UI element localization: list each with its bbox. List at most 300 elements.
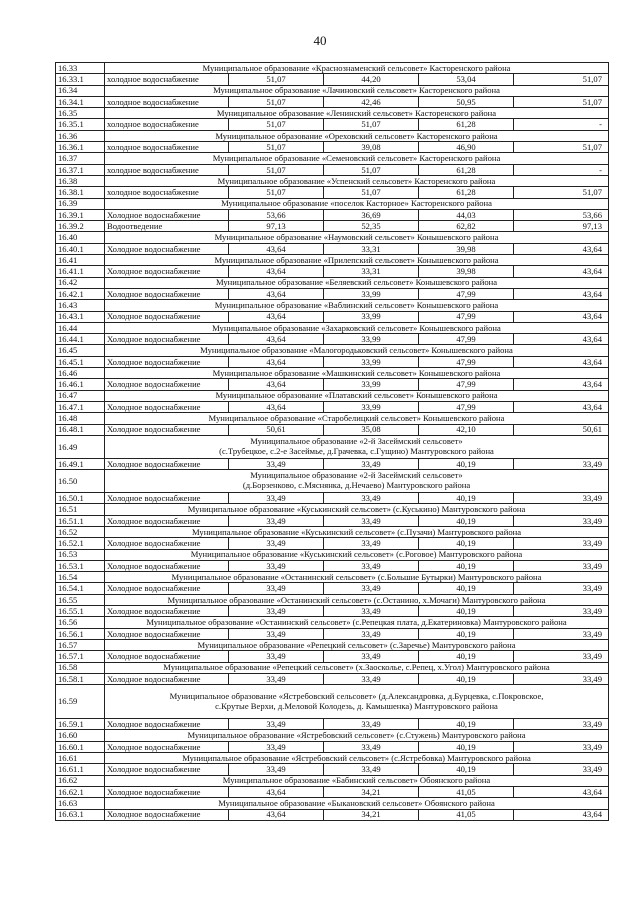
tariff-value-4: 43,64 xyxy=(514,243,609,254)
service-name: холодное водоснабжение xyxy=(105,74,229,85)
municipality-header-row xyxy=(56,85,609,96)
municipality-title xyxy=(105,572,609,583)
tariff-value-3: 40,19 xyxy=(419,538,514,549)
tariff-row xyxy=(56,424,609,435)
tariff-value-1: 43,64 xyxy=(229,809,324,820)
tariff-value-4: - xyxy=(514,119,609,130)
row-number: 16.51.1 xyxy=(56,515,105,526)
row-number: 16.33.1 xyxy=(56,74,105,85)
row-number: 16.48.1 xyxy=(56,424,105,435)
tariff-value-3: 50,95 xyxy=(419,96,514,107)
tariff-row xyxy=(56,515,609,526)
row-number: 16.40 xyxy=(56,232,105,243)
tariff-value-3: 53,04 xyxy=(419,74,514,85)
tariff-row xyxy=(56,560,609,571)
tariff-value-1: 43,64 xyxy=(229,243,324,254)
tariff-value-3: 47,99 xyxy=(419,379,514,390)
row-number: 16.39 xyxy=(56,198,105,209)
municipality-title-line: Муниципальное образование «Ястребовский сельсовет» (с.Ястребовка) Мантуровского района xyxy=(182,752,531,763)
tariff-value-2: 34,21 xyxy=(324,786,419,797)
tariff-value-4: 51,07 xyxy=(514,74,609,85)
tariff-value-2: 36,69 xyxy=(324,209,419,220)
tariff-value-1: 43,64 xyxy=(229,334,324,345)
tariff-value-1: 43,64 xyxy=(229,288,324,299)
tariff-value-2: 33,49 xyxy=(324,719,419,730)
tariff-value-3: 40,19 xyxy=(419,560,514,571)
tariff-value-3: 40,19 xyxy=(419,628,514,639)
municipality-header-row xyxy=(56,63,609,74)
municipality-title-line: Муниципальное образование «Бабинский сельсовет» Обоянского района xyxy=(222,775,491,786)
row-number: 16.50 xyxy=(56,470,105,493)
service-name: Холодное водоснабжение xyxy=(105,515,229,526)
tariff-value-3: 47,99 xyxy=(419,334,514,345)
tariff-value-1: 43,64 xyxy=(229,311,324,322)
municipality-title-line: Муниципальное образование «Прилепский сельсовет» Конышевского района xyxy=(214,254,499,265)
municipality-title xyxy=(105,232,609,243)
row-number: 16.62.1 xyxy=(56,786,105,797)
municipality-title-line: (д.Борзенково, с.Мяснянка, д.Нечаево) Мантуровского района xyxy=(242,480,471,491)
row-number: 16.46.1 xyxy=(56,379,105,390)
municipality-title-line: Муниципальное образование «Ореховский сельсовет» Касторенского района xyxy=(215,130,498,141)
row-number: 16.62 xyxy=(56,775,105,786)
service-name: Холодное водоснабжение xyxy=(105,538,229,549)
service-name: Холодное водоснабжение xyxy=(105,379,229,390)
tariff-value-3: 42,10 xyxy=(419,424,514,435)
tariff-value-3: 40,19 xyxy=(419,583,514,594)
tariff-row xyxy=(56,356,609,367)
tariff-value-1: 51,07 xyxy=(229,164,324,175)
service-name: Холодное водоснабжение xyxy=(105,583,229,594)
tariff-row xyxy=(56,741,609,752)
row-number: 16.58.1 xyxy=(56,673,105,684)
tariff-value-2: 33,49 xyxy=(324,741,419,752)
row-number: 16.33 xyxy=(56,63,105,74)
tariff-value-4: 50,61 xyxy=(514,424,609,435)
municipality-header-row xyxy=(56,322,609,333)
tariff-value-4: 43,64 xyxy=(514,311,609,322)
tariff-value-1: 51,07 xyxy=(229,142,324,153)
tariff-row xyxy=(56,673,609,684)
tariff-value-2: 33,49 xyxy=(324,764,419,775)
tariff-value-2: 33,49 xyxy=(324,673,419,684)
tariff-value-3: 40,19 xyxy=(419,741,514,752)
municipality-title-line: Муниципальное образование «Репецкий сельсовет» (с.Заречье) Мантуровского района xyxy=(197,639,516,650)
row-number: 16.47.1 xyxy=(56,401,105,412)
tariff-value-4: - xyxy=(514,164,609,175)
service-name: Холодное водоснабжение xyxy=(105,334,229,345)
municipality-header-row xyxy=(56,662,609,673)
municipality-title-line: Муниципальное образование «Быкановский сельсовет» Обоянского района xyxy=(218,798,495,809)
row-number: 16.60 xyxy=(56,730,105,741)
municipality-title-line: Муниципальное образование «поселок Касторное» Касторенского района xyxy=(221,198,492,209)
municipality-title xyxy=(105,322,609,333)
row-number: 16.56.1 xyxy=(56,628,105,639)
tariff-value-4: 33,49 xyxy=(514,764,609,775)
tariff-value-2: 34,21 xyxy=(324,809,419,820)
tariff-value-1: 33,49 xyxy=(229,673,324,684)
service-name: холодное водоснабжение xyxy=(105,96,229,107)
tariff-value-4: 51,07 xyxy=(514,142,609,153)
tariff-value-3: 47,99 xyxy=(419,356,514,367)
tariff-value-2: 33,49 xyxy=(324,458,419,469)
tariff-value-1: 43,64 xyxy=(229,786,324,797)
tariff-value-1: 50,61 xyxy=(229,424,324,435)
tariff-value-4: 43,64 xyxy=(514,334,609,345)
municipality-header-row xyxy=(56,390,609,401)
service-name: Холодное водоснабжение xyxy=(105,458,229,469)
row-number: 16.55.1 xyxy=(56,606,105,617)
tariff-value-4: 43,64 xyxy=(514,356,609,367)
municipality-title xyxy=(105,413,609,424)
tariff-value-2: 33,49 xyxy=(324,583,419,594)
tariff-value-3: 39,98 xyxy=(419,266,514,277)
tariff-value-1: 51,07 xyxy=(229,74,324,85)
municipality-title xyxy=(105,153,609,164)
tariff-value-4: 43,64 xyxy=(514,288,609,299)
tariff-value-1: 33,49 xyxy=(229,515,324,526)
tariff-row xyxy=(56,538,609,549)
row-number: 16.41 xyxy=(56,255,105,266)
tariff-value-4: 43,64 xyxy=(514,401,609,412)
municipality-header-row xyxy=(56,413,609,424)
municipality-title-line: Муниципальное образование «Наумовский сельсовет» Конышевского района xyxy=(214,232,499,243)
row-number: 16.43 xyxy=(56,300,105,311)
tariff-value-4: 97,13 xyxy=(514,221,609,232)
municipality-title-line: Муниципальное образование «Семеновский сельсовет» Касторенского района xyxy=(212,153,501,164)
tariff-value-1: 33,49 xyxy=(229,606,324,617)
tariff-value-2: 44,20 xyxy=(324,74,419,85)
tariff-value-4: 33,49 xyxy=(514,583,609,594)
municipality-title xyxy=(105,345,609,356)
municipality-header-row xyxy=(56,153,609,164)
row-number: 16.45.1 xyxy=(56,356,105,367)
tariff-value-1: 33,49 xyxy=(229,764,324,775)
service-name: холодное водоснабжение xyxy=(105,119,229,130)
tariff-value-1: 33,49 xyxy=(229,719,324,730)
municipality-title-line: Муниципальное образование «Малогородьковский сельсовет» Конышевского района xyxy=(200,345,513,356)
tariff-value-4: 33,49 xyxy=(514,458,609,469)
row-number: 16.34 xyxy=(56,85,105,96)
municipality-title xyxy=(105,368,609,379)
service-name: Холодное водоснабжение xyxy=(105,424,229,435)
row-number: 16.52 xyxy=(56,526,105,537)
tariff-value-4: 43,64 xyxy=(514,379,609,390)
tariff-value-2: 33,49 xyxy=(324,493,419,504)
municipality-header-row xyxy=(56,255,609,266)
row-number: 16.39.2 xyxy=(56,221,105,232)
tariff-row xyxy=(56,651,609,662)
tariff-value-3: 61,28 xyxy=(419,119,514,130)
row-number: 16.53.1 xyxy=(56,560,105,571)
row-number: 16.57 xyxy=(56,639,105,650)
municipality-title-line: Муниципальное образование «Останинский сельсовет» (с.Репецкая плата, д.Екатериновка) Мантуровского района xyxy=(146,617,567,628)
tariff-value-4: 33,49 xyxy=(514,493,609,504)
tariff-row xyxy=(56,493,609,504)
tariff-value-2: 33,99 xyxy=(324,288,419,299)
service-name: Холодное водоснабжение xyxy=(105,243,229,254)
tariff-row xyxy=(56,628,609,639)
row-number: 16.49.1 xyxy=(56,458,105,469)
tariff-value-1: 43,64 xyxy=(229,356,324,367)
tariff-value-3: 40,19 xyxy=(419,493,514,504)
tariff-value-2: 33,49 xyxy=(324,538,419,549)
tariff-value-2: 42,46 xyxy=(324,96,419,107)
municipality-title xyxy=(105,108,609,119)
tariff-row xyxy=(56,119,609,130)
municipality-title-line: Муниципальное образование «Платавский сельсовет» Конышевского района xyxy=(215,390,498,401)
tariff-value-1: 33,49 xyxy=(229,493,324,504)
tariff-row xyxy=(56,187,609,198)
tariff-value-2: 51,07 xyxy=(324,164,419,175)
tariff-value-2: 33,99 xyxy=(324,334,419,345)
municipality-title xyxy=(105,130,609,141)
tariff-value-3: 41,05 xyxy=(419,809,514,820)
municipality-header-row xyxy=(56,108,609,119)
municipality-title xyxy=(105,470,609,493)
tariff-table xyxy=(55,62,609,821)
tariff-value-2: 33,99 xyxy=(324,401,419,412)
row-number: 16.50.1 xyxy=(56,493,105,504)
municipality-title xyxy=(105,390,609,401)
municipality-title-line: Муниципальное образование «Куськинский сельсовет» (с.Куськино) Мантуровского района xyxy=(187,504,526,515)
row-number: 16.39.1 xyxy=(56,209,105,220)
tariff-value-1: 33,49 xyxy=(229,538,324,549)
tariff-row xyxy=(56,164,609,175)
municipality-header-row xyxy=(56,232,609,243)
municipality-title-line: Муниципальное образование «Ленинский сельсовет» Касторенского района xyxy=(216,108,497,119)
tariff-row xyxy=(56,334,609,345)
municipality-title-line: Муниципальное образование «Ваблинский сельсовет» Конышевского района xyxy=(214,300,499,311)
service-name: Холодное водоснабжение xyxy=(105,786,229,797)
row-number: 16.60.1 xyxy=(56,741,105,752)
tariff-value-2: 33,99 xyxy=(324,356,419,367)
tariff-value-1: 43,64 xyxy=(229,401,324,412)
tariff-value-4: 33,49 xyxy=(514,673,609,684)
tariff-value-3: 40,19 xyxy=(419,764,514,775)
service-name: Холодное водоснабжение xyxy=(105,651,229,662)
tariff-row xyxy=(56,96,609,107)
municipality-header-row xyxy=(56,277,609,288)
tariff-value-2: 33,49 xyxy=(324,515,419,526)
service-name: Холодное водоснабжение xyxy=(105,764,229,775)
municipality-header-row xyxy=(56,470,609,493)
municipality-title-line: Муниципальное образование «Останинский сельсовет» (с.Останино, х.Мочаги) Мантуровского района xyxy=(167,594,546,605)
tariff-value-3: 44,03 xyxy=(419,209,514,220)
municipality-title-line: Муниципальное образование «Старобелицкий сельсовет» Конышевского района xyxy=(208,413,505,424)
page-number: 40 xyxy=(313,33,327,48)
municipality-title-line: Муниципальное образование «Краснознаменский сельсовет» Касторенского района xyxy=(202,62,511,73)
tariff-value-4: 43,64 xyxy=(514,786,609,797)
municipality-title-line: Муниципальное образование «Куськинский сельсовет» (с.Роговое) Мантуровского района xyxy=(190,549,523,560)
municipality-title-line: Муниципальное образование «Машкинский сельсовет» Конышевского района xyxy=(212,367,501,378)
tariff-row xyxy=(56,809,609,820)
municipality-header-row xyxy=(56,435,609,458)
tariff-value-4: 53,66 xyxy=(514,209,609,220)
municipality-header-row xyxy=(56,753,609,764)
tariff-value-2: 33,99 xyxy=(324,379,419,390)
municipality-title xyxy=(105,300,609,311)
row-number: 16.59 xyxy=(56,685,105,719)
row-number: 16.52.1 xyxy=(56,538,105,549)
tariff-value-4: 43,64 xyxy=(514,266,609,277)
tariff-value-3: 40,19 xyxy=(419,515,514,526)
tariff-row xyxy=(56,209,609,220)
row-number: 16.61 xyxy=(56,753,105,764)
tariff-row xyxy=(56,764,609,775)
tariff-value-1: 51,07 xyxy=(229,187,324,198)
tariff-value-2: 33,49 xyxy=(324,606,419,617)
municipality-title xyxy=(105,175,609,186)
tariff-value-1: 51,07 xyxy=(229,119,324,130)
row-number: 16.53 xyxy=(56,549,105,560)
row-number: 16.36 xyxy=(56,130,105,141)
municipality-title xyxy=(105,549,609,560)
municipality-header-row xyxy=(56,730,609,741)
tariff-row xyxy=(56,311,609,322)
service-name: Холодное водоснабжение xyxy=(105,809,229,820)
municipality-title xyxy=(105,617,609,628)
municipality-header-row xyxy=(56,798,609,809)
row-number: 16.57.1 xyxy=(56,651,105,662)
row-number: 16.38 xyxy=(56,175,105,186)
municipality-header-row xyxy=(56,526,609,537)
service-name: Водоотведение xyxy=(105,221,229,232)
tariff-value-3: 40,19 xyxy=(419,719,514,730)
service-name: Холодное водоснабжение xyxy=(105,719,229,730)
tariff-value-1: 97,13 xyxy=(229,221,324,232)
row-number: 16.37.1 xyxy=(56,164,105,175)
service-name: Холодное водоснабжение xyxy=(105,356,229,367)
tariff-value-4: 33,49 xyxy=(514,538,609,549)
service-name: Холодное водоснабжение xyxy=(105,560,229,571)
row-number: 16.58 xyxy=(56,662,105,673)
row-number: 16.54 xyxy=(56,572,105,583)
tariff-value-3: 47,99 xyxy=(419,288,514,299)
municipality-header-row xyxy=(56,130,609,141)
municipality-title-line: Муниципальное образование «Куськинский сельсовет» (с.Пузачи) Мантуровского района xyxy=(191,526,522,537)
tariff-value-2: 33,31 xyxy=(324,266,419,277)
municipality-header-row xyxy=(56,775,609,786)
tariff-value-3: 40,19 xyxy=(419,673,514,684)
tariff-value-4: 51,07 xyxy=(514,96,609,107)
tariff-row xyxy=(56,583,609,594)
tariff-value-1: 43,64 xyxy=(229,266,324,277)
municipality-title xyxy=(105,198,609,209)
tariff-value-4: 43,64 xyxy=(514,809,609,820)
municipality-title xyxy=(105,639,609,650)
municipality-header-row xyxy=(56,198,609,209)
tariff-row xyxy=(56,243,609,254)
service-name: Холодное водоснабжение xyxy=(105,266,229,277)
row-number: 16.49 xyxy=(56,435,105,458)
tariff-value-3: 47,99 xyxy=(419,401,514,412)
tariff-value-1: 33,49 xyxy=(229,583,324,594)
tariff-value-1: 33,49 xyxy=(229,458,324,469)
tariff-value-1: 33,49 xyxy=(229,651,324,662)
tariff-value-3: 61,28 xyxy=(419,187,514,198)
municipality-header-row xyxy=(56,175,609,186)
tariff-row xyxy=(56,74,609,85)
tariff-row xyxy=(56,288,609,299)
row-number: 16.63 xyxy=(56,798,105,809)
municipality-title xyxy=(105,594,609,605)
tariff-value-4: 33,49 xyxy=(514,719,609,730)
tariff-value-3: 47,99 xyxy=(419,311,514,322)
row-number: 16.43.1 xyxy=(56,311,105,322)
municipality-header-row xyxy=(56,504,609,515)
row-number: 16.54.1 xyxy=(56,583,105,594)
tariff-value-2: 35,08 xyxy=(324,424,419,435)
municipality-title xyxy=(105,662,609,673)
row-number: 16.56 xyxy=(56,617,105,628)
service-name: Холодное водоснабжение xyxy=(105,673,229,684)
row-number: 16.46 xyxy=(56,368,105,379)
service-name: Холодное водоснабжение xyxy=(105,209,229,220)
row-number: 16.35.1 xyxy=(56,119,105,130)
tariff-value-3: 40,19 xyxy=(419,651,514,662)
tariff-value-2: 33,31 xyxy=(324,243,419,254)
municipality-header-row xyxy=(56,617,609,628)
service-name: холодное водоснабжение xyxy=(105,187,229,198)
municipality-header-row xyxy=(56,300,609,311)
tariff-value-2: 33,49 xyxy=(324,651,419,662)
row-number: 16.40.1 xyxy=(56,243,105,254)
tariff-value-2: 33,49 xyxy=(324,628,419,639)
municipality-title xyxy=(105,85,609,96)
service-name: Холодное водоснабжение xyxy=(105,311,229,322)
tariff-value-4: 33,49 xyxy=(514,651,609,662)
municipality-title-line: Муниципальное образование «Беляевский сельсовет» Конышевского района xyxy=(215,277,498,288)
service-name: холодное водоснабжение xyxy=(105,142,229,153)
municipality-title xyxy=(105,775,609,786)
tariff-value-1: 43,64 xyxy=(229,379,324,390)
tariff-value-2: 33,49 xyxy=(324,560,419,571)
tariff-value-3: 61,28 xyxy=(419,164,514,175)
row-number: 16.44.1 xyxy=(56,334,105,345)
municipality-title xyxy=(105,63,609,74)
tariff-value-4: 33,49 xyxy=(514,628,609,639)
row-number: 16.42 xyxy=(56,277,105,288)
row-number: 16.37 xyxy=(56,153,105,164)
tariff-value-2: 51,07 xyxy=(324,119,419,130)
tariff-row xyxy=(56,786,609,797)
row-number: 16.63.1 xyxy=(56,809,105,820)
row-number: 16.44 xyxy=(56,322,105,333)
tariff-value-3: 40,19 xyxy=(419,458,514,469)
tariff-value-1: 51,07 xyxy=(229,96,324,107)
tariff-value-2: 51,07 xyxy=(324,187,419,198)
municipality-title-line: Муниципальное образование «Репецкий сельсовет» (х.Заосколье, с.Репец, х.Угол) Мантуровского района xyxy=(163,662,550,673)
tariff-value-1: 33,49 xyxy=(229,741,324,752)
municipality-title-line: Муниципальное образование «2-й Засеймский сельсовет» xyxy=(250,470,463,481)
tariff-row xyxy=(56,379,609,390)
row-number: 16.35 xyxy=(56,108,105,119)
tariff-row xyxy=(56,221,609,232)
municipality-title-line: Муниципальное образование «Лачиновский сельсовет» Касторенского района xyxy=(213,85,500,96)
tariff-value-4: 33,49 xyxy=(514,560,609,571)
row-number: 16.38.1 xyxy=(56,187,105,198)
tariff-value-3: 40,19 xyxy=(419,606,514,617)
municipality-title-line: (с.Трубецкое, с.2-е Засеймье, д.Грачевка, с.Гущино) Мантуровского района xyxy=(219,445,494,456)
service-name: Холодное водоснабжение xyxy=(105,493,229,504)
tariff-value-4: 51,07 xyxy=(514,187,609,198)
municipality-header-row xyxy=(56,685,609,719)
row-number: 16.55 xyxy=(56,594,105,605)
tariff-row xyxy=(56,458,609,469)
municipality-header-row xyxy=(56,345,609,356)
tariff-row xyxy=(56,401,609,412)
service-name: Холодное водоснабжение xyxy=(105,288,229,299)
